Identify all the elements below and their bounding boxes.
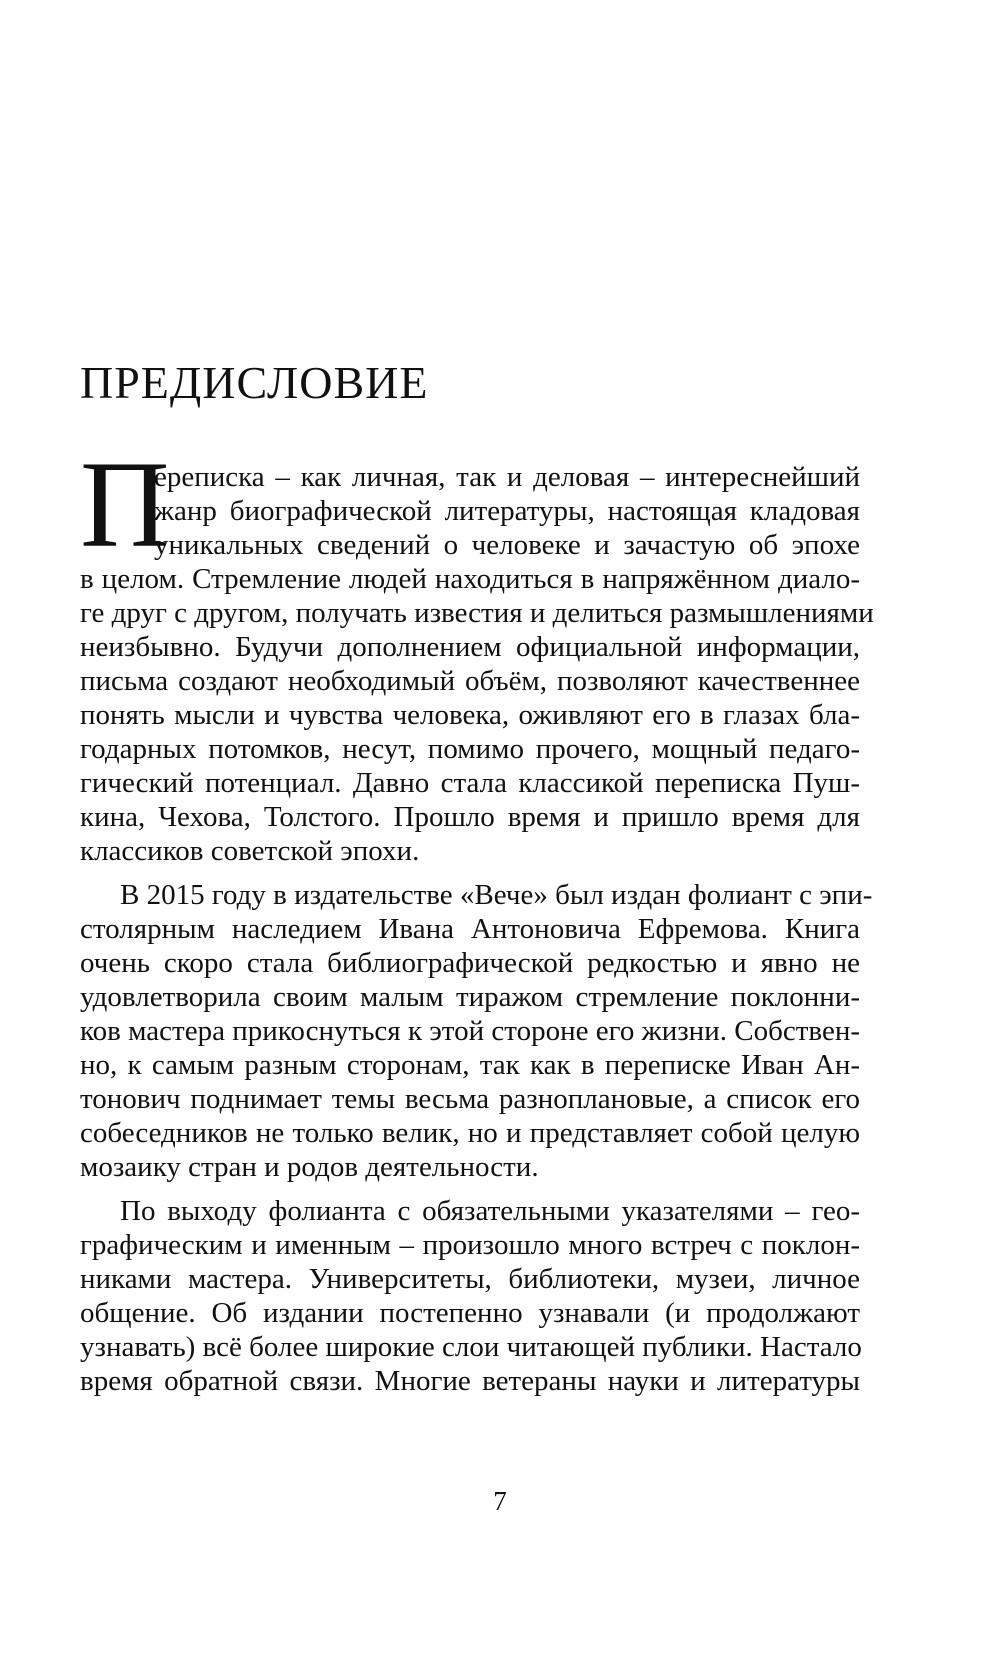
text-line: но, к самым разным сторонам, так как в переписке Иван Ан- [80, 1049, 860, 1081]
text-line: классиков советской эпохи. [80, 835, 420, 867]
text-line: очень скоро стала библиографической редкостью и явно не [80, 947, 860, 979]
text-line: тонович поднимает темы весьма разноплановые, а список его [80, 1083, 860, 1115]
text-line: понять мысли и чувства человека, оживляют его в глазах бла- [80, 699, 860, 731]
text-line: ге друг с другом, получать известия и делиться размышлениями [80, 597, 874, 629]
text-line: собеседников не только велик, но и представляет собой целую [80, 1117, 860, 1149]
text-line: время обратной связи. Многие ветераны науки и литературы [80, 1365, 860, 1397]
text-line: уникальных сведений о человеке и зачастую об эпохе [154, 529, 860, 561]
text-line: По выходу фолианта с обязательными указателями – гео- [120, 1195, 860, 1227]
text-line: никами мастера. Университеты, библиотеки, музеи, личное [80, 1263, 860, 1295]
text-line: годарных потомков, несут, помимо прочего, мощный педаго- [80, 733, 860, 765]
text-line: удовлетворила своим малым тиражом стремление поклонни- [80, 981, 860, 1013]
paragraph-2 [80, 878, 873, 1184]
text-line: жанр биографической литературы, настоящая кладовая [154, 495, 860, 527]
text-line: общение. Об издании постепенно узнавали (и продолжают [80, 1297, 860, 1329]
text-line: мозаику стран и родов деятельности. [80, 1151, 539, 1183]
text-line: узнавать) всё более широкие слои читающей публики. Настало [80, 1331, 862, 1363]
chapter-heading: ПРЕДИСЛОВИЕ [80, 357, 429, 408]
text-line: столярным наследием Ивана Антоновича Ефремова. Книга [80, 913, 860, 945]
paragraph-gap [80, 1184, 860, 1194]
text-line: графическим и именным – произошло много встреч с поклон- [80, 1229, 860, 1261]
text-line: в целом. Стремление людей находиться в напряжённом диало- [80, 563, 860, 595]
drop-cap-letter: П [80, 436, 170, 573]
page-number: 7 [493, 1486, 507, 1516]
text-line: ереписка – как личная, так и деловая – интереснейший [154, 461, 860, 493]
text-line: неизбывно. Будучи дополнением официальной информации, [80, 631, 860, 663]
text-line: кина, Чехова, Толстого. Прошло время и пришло время для [80, 801, 860, 833]
text-line: ков мастера прикоснуться к этой стороне его жизни. Собствен- [80, 1015, 860, 1047]
text-line: письма создают необходимый объём, позволяют качественнее [80, 665, 860, 697]
text-line: В 2015 году в издательстве «Вече» был издан фолиант с эпи- [120, 879, 873, 911]
paragraph-3 [80, 1194, 860, 1398]
text-line: гический потенциал. Давно стала классикой переписка Пуш- [80, 767, 860, 799]
paragraph-gap [80, 868, 860, 878]
paragraph-1 [80, 460, 874, 868]
body-text [80, 460, 874, 1398]
